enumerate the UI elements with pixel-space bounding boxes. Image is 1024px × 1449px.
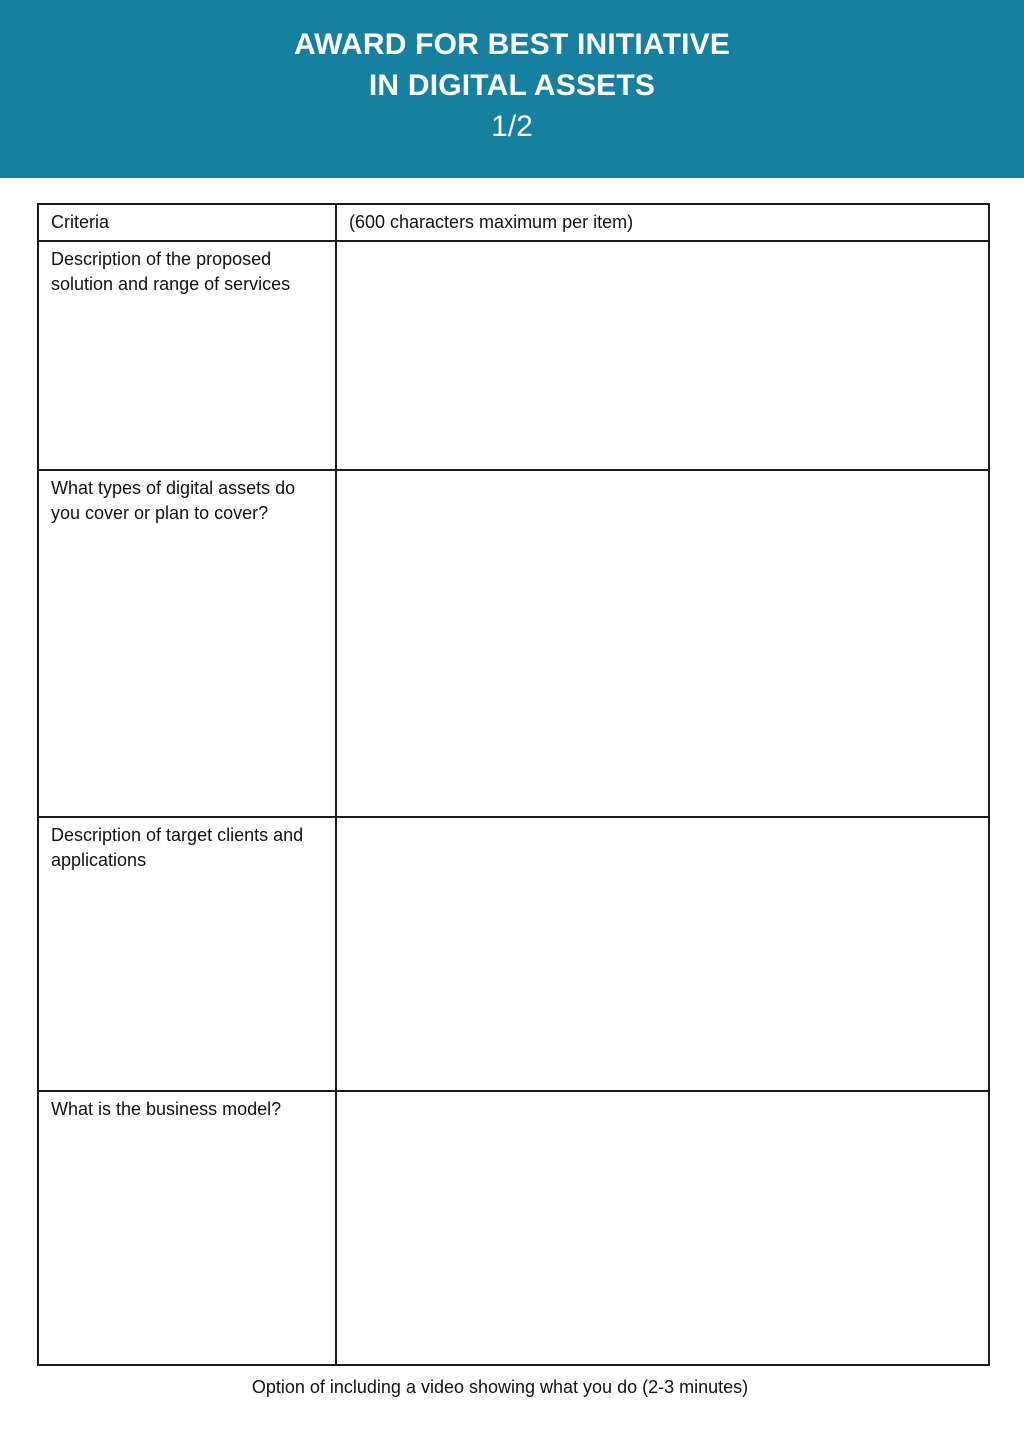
page-header bbox=[0, 0, 1024, 178]
table-row bbox=[38, 241, 989, 470]
table-row bbox=[38, 817, 989, 1091]
title-line-1: AWARD FOR BEST INITIATIVE bbox=[293, 28, 731, 61]
response-field[interactable] bbox=[336, 817, 989, 1091]
response-field[interactable] bbox=[336, 470, 989, 817]
criterion-label: Description of target clients and applications bbox=[38, 817, 336, 1091]
criterion-label: What is the business model? bbox=[38, 1091, 336, 1365]
criteria-header: Criteria bbox=[38, 204, 336, 241]
response-header: (600 characters maximum per item) bbox=[336, 204, 989, 241]
response-field[interactable] bbox=[336, 241, 989, 470]
table-header-row bbox=[38, 204, 989, 241]
table-row bbox=[38, 470, 989, 817]
criterion-label: What types of digital assets do you cover or plan to cover? bbox=[38, 470, 336, 817]
criteria-table bbox=[37, 203, 990, 1366]
criterion-label: Description of the proposed solution and range of services bbox=[38, 241, 336, 470]
page-indicator: 1/2 bbox=[491, 110, 533, 143]
video-option-note: Option of including a video showing what you do (2-3 minutes) bbox=[251, 1377, 749, 1397]
title-line-2: IN DIGITAL ASSETS bbox=[368, 69, 656, 102]
response-field[interactable] bbox=[336, 1091, 989, 1365]
table-row bbox=[38, 1091, 989, 1365]
